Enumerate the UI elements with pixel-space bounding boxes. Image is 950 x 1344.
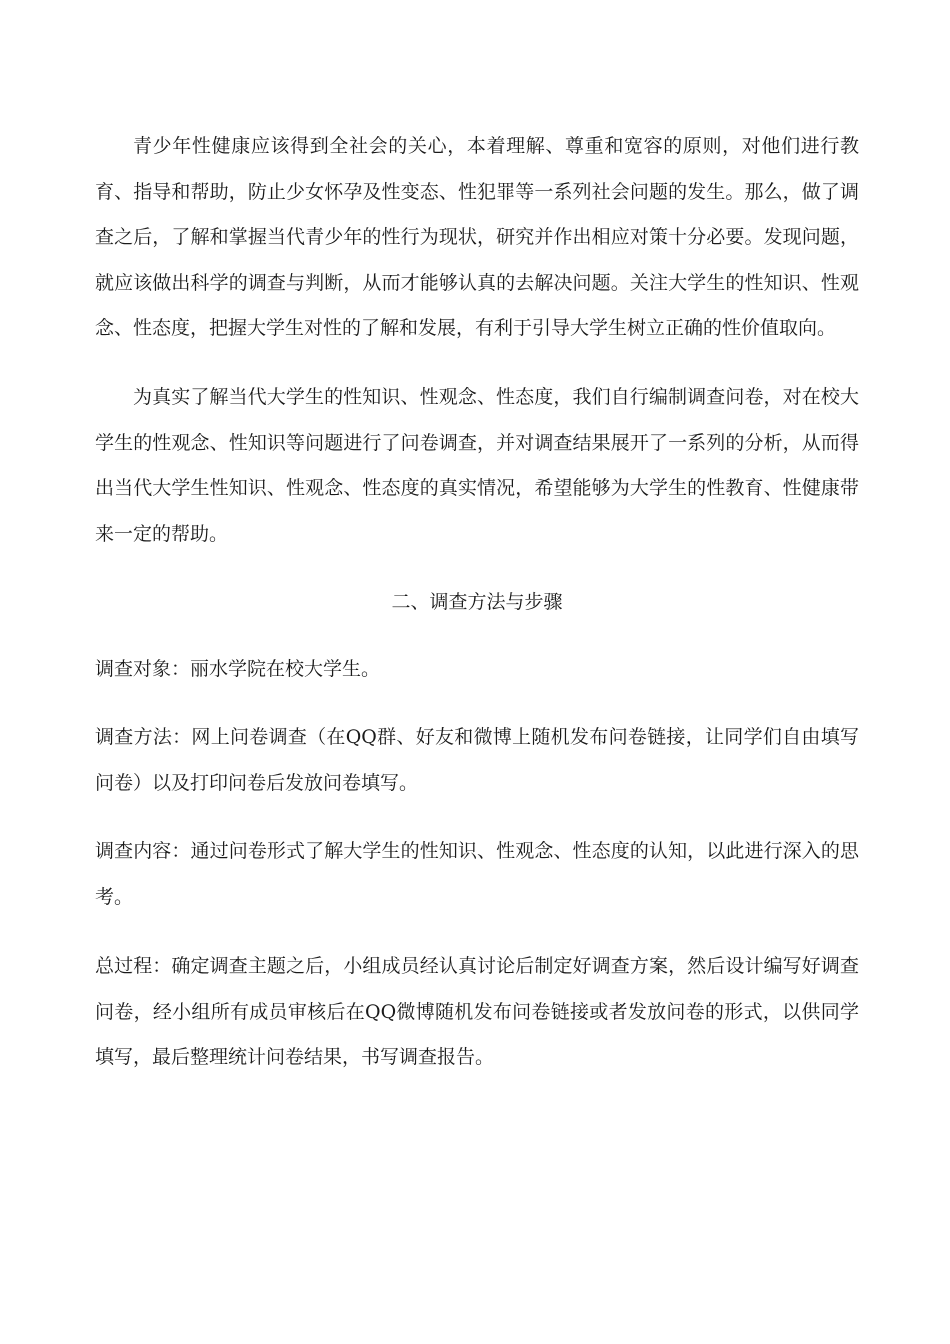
intro-paragraph-2: 为真实了解当代大学生的性知识、性观念、性态度，我们自行编制调查问卷，对在校大学生的性观念、性知识等问题进行了问卷调查，并对调查结果展开了一系列的分析，从而得出当代大学生性知识、性观念、性态度的真实情况，希望能够为大学生的性教育、性健康带来一定的帮助。 [95,386,859,545]
survey-method-paragraph: 调查方法：网上问卷调查（在QQ群、好友和微博上随机发布问卷链接，让同学们自由填写问卷）以及打印问卷后发放问卷填写。 [95,726,859,794]
intro-paragraph-1: 青少年性健康应该得到全社会的关心，本着理解、尊重和宽容的原则，对他们进行教育、指导和帮助，防止少女怀孕及性变态、性犯罪等一系列社会问题的发生。那么，做了调查之后，了解和掌握当代青少年的性行为现状，研究并作出相应对策十分必要。发现问题，就应该做出科学的调查与判断，从而才能够认真的去解决问题。关注大学生的性知识、性观念、性态度，把握大学生对性的了解和发展，有利于引导大学生树立正确的性价值取向。 [95,135,859,339]
survey-object-paragraph: 调查对象：丽水学院在校大学生。 [95,658,381,680]
survey-content-paragraph: 调查内容：通过问卷形式了解大学生的性知识、性观念、性态度的认知，以此进行深入的思考。 [95,840,859,908]
section-heading: 二、调查方法与步骤 [391,591,563,613]
overall-process-paragraph: 总过程：确定调查主题之后，小组成员经认真讨论后制定好调查方案，然后设计编写好调查问卷，经小组所有成员审核后在QQ微博随机发布问卷链接或者发放问卷的形式，以供同学填写，最后整理统计问卷结果，书写调查报告。 [95,955,859,1068]
